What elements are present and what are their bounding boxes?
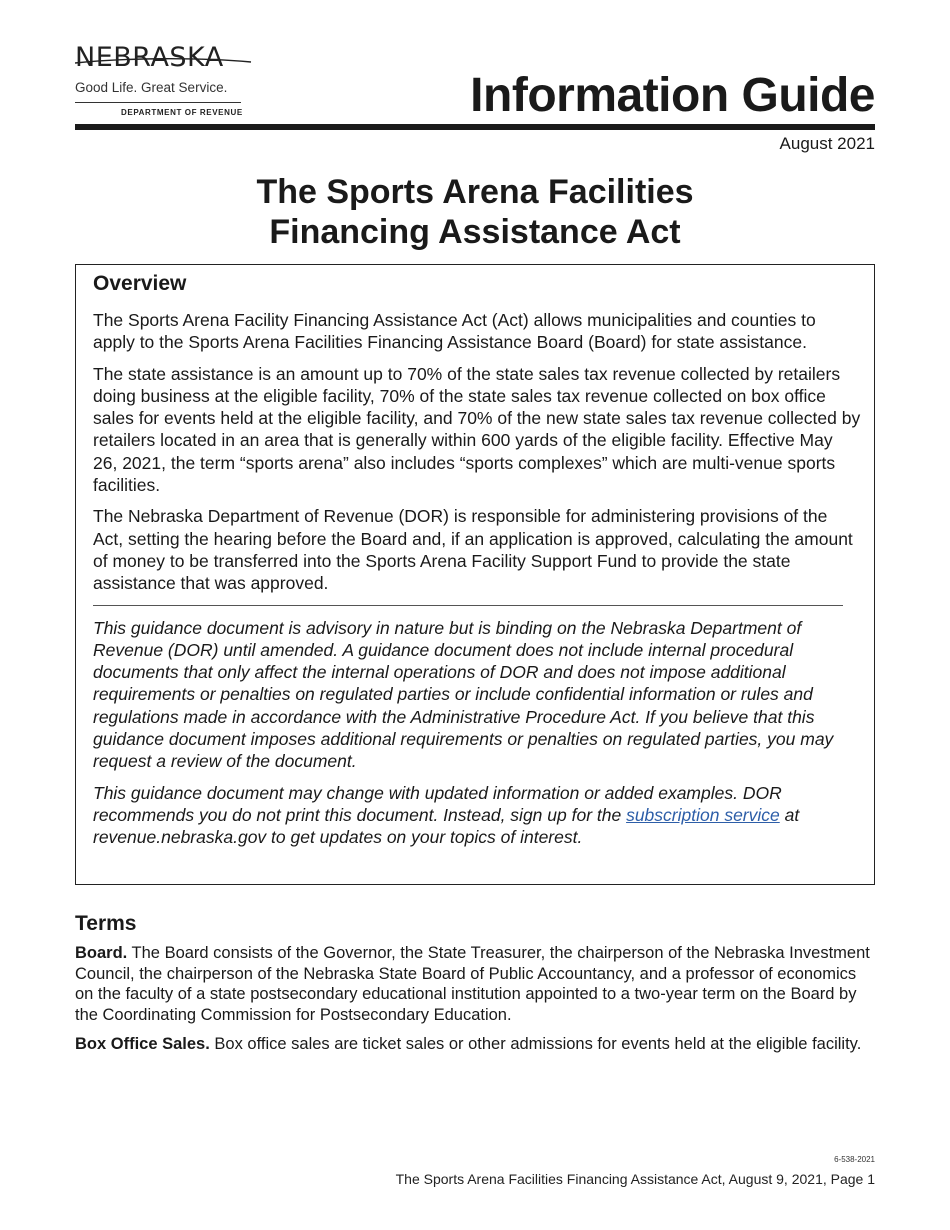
- logo-tagline: Good Life. Great Service.: [75, 80, 228, 95]
- overview-box: [75, 264, 875, 885]
- term-definition: The Board consists of the Governor, the State Treasurer, the chairperson of the Nebraska Investment Council, the chairperson of the Nebraska State Board of Public Accountancy, and a professor of economics on the faculty of a state postsecondary educational institution appointed to a two-year term on the Board by the Coordinating Commission for Postsecondary Education.: [75, 944, 870, 1024]
- update-note-text: This guidance document may change with updated information or added examples. DOR recommends you do not print this document. Instead, sign up for the: [93, 782, 782, 825]
- update-note: [93, 782, 861, 849]
- title-line-2: Financing Assistance Act: [269, 213, 681, 251]
- term-name: Box Office Sales.: [75, 1035, 210, 1053]
- overview-divider: [93, 605, 843, 606]
- publication-date: August 2021: [779, 134, 875, 153]
- term-board: [75, 943, 875, 1025]
- term-name: Board.: [75, 944, 128, 962]
- update-note-text-end: at revenue.nebraska.gov to get updates on your topics of interest.: [93, 804, 800, 848]
- terms-heading: Terms: [75, 912, 137, 935]
- header-rule: [75, 124, 875, 130]
- logo-divider: [75, 102, 241, 103]
- term-box-office-sales: [75, 1034, 875, 1055]
- nebraska-dor-logo: [75, 42, 255, 122]
- overview-paragraph: The state assistance is an amount up to 70% of the state sales tax revenue collected by retailers doing business at the eligible facility, 70% of the state sales tax revenue collected on box office sales for events held at the eligible facility, and 70% of the new state sales tax revenue collected by retailers located in an area that is generally within 600 yards of the eligible facility. Effective May 26, 2021, the term “sports arena” also includes “sports complexes” which are multi-venue sports facilities.: [93, 363, 861, 496]
- overview-paragraph: The Nebraska Department of Revenue (DOR) is responsible for administering provisions of the Act, setting the hearing before the Board and, if an application is approved, calculating the amount of money to be transferred into the Sports Arena Facility Support Fund to provide the state assistance that was approved.: [93, 506, 853, 594]
- logo-department: DEPARTMENT OF REVENUE: [121, 108, 243, 117]
- page-title: [75, 172, 875, 252]
- title-line-1: The Sports Arena Facilities: [256, 173, 694, 211]
- term-definition: Box office sales are ticket sales or other admissions for events held at the eligible facility.: [209, 1035, 862, 1053]
- subscription-service-link[interactable]: subscription service: [626, 804, 780, 825]
- overview-heading: Overview: [93, 272, 187, 295]
- form-number: 6-538-2021: [834, 1155, 875, 1164]
- document-page: [75, 0, 875, 1230]
- overview-paragraph: The Sports Arena Facility Financing Assistance Act (Act) allows municipalities and counties to apply to the Sports Arena Facilities Financing Assistance Board (Board) for state assistance.: [93, 310, 816, 353]
- guidance-disclaimer: This guidance document is advisory in nature but is binding on the Nebraska Department of Revenue (DOR) until amended. A guidance document does not include internal procedural documents that only affect the internal operations of DOR and does not impose additional requirements or penalties on regulated parties or include confidential information or rules and regulations made in accordance with the Administrative Procedure Act. If you believe that this guidance document imposes additional requirements or penalties on regulated parties, you may request a review of the document.: [93, 617, 834, 772]
- page-footer: The Sports Arena Facilities Financing Assistance Act, August 9, 2021, Page 1: [395, 1171, 875, 1187]
- terms-section: [75, 911, 875, 1064]
- logo-wordmark: NEBRASKA: [75, 42, 224, 73]
- document-type-heading: Information Guide: [470, 69, 875, 122]
